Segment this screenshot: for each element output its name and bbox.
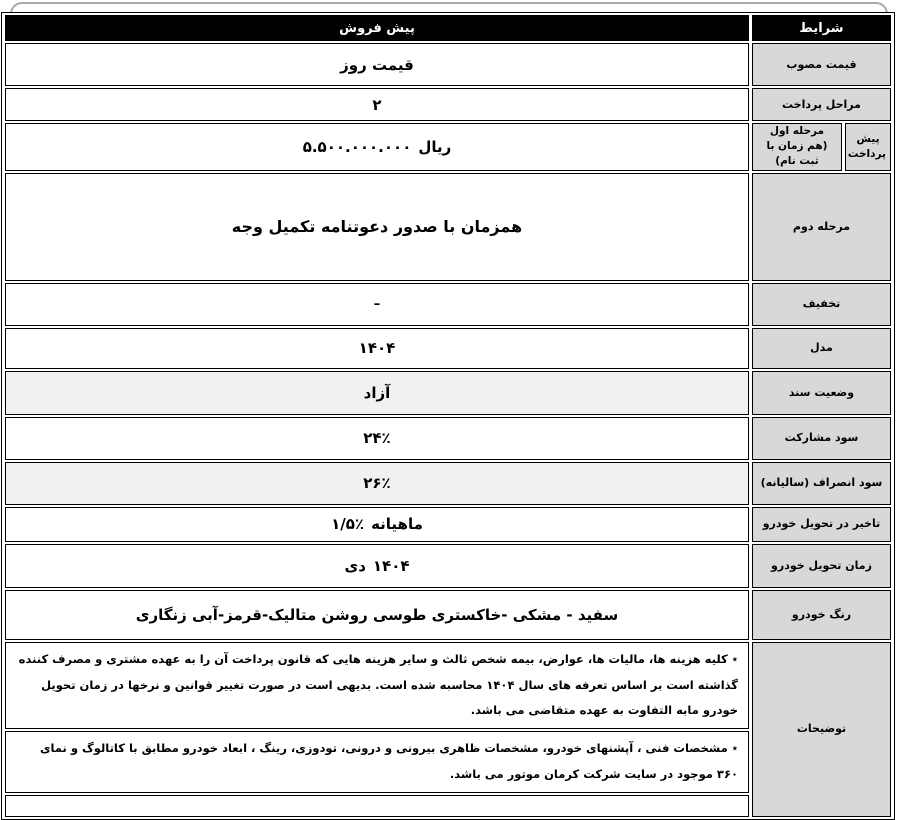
condition-label: وضعیت سند [752,371,891,415]
table-row [5,371,891,415]
table-row [5,123,891,171]
table-row [5,590,891,640]
table-header-row [5,15,891,41]
condition-label: سود انصراف (سالیانه) [752,462,891,505]
notes-extra-cell [5,795,749,817]
condition-value-unit: ماهیانه [371,515,423,534]
conditions-header-cell: شرایط [752,15,891,41]
condition-label: رنگ خودرو [752,590,891,640]
table-row [5,507,891,542]
note-item: ٭ مشخصات فنی ، آپشنهای خودرو، مشخصات ظاهری بیرونی و درونی، تودوزی، رینگ ، ابعاد خودرو مطابق با کاتالوگ و نمای ۳۶۰ موجود در سایت شرکت کرمان موتور می باشد. [5,731,749,793]
notes-row [5,642,891,730]
notes-label: توضیحات [752,642,891,817]
sale-type-header-cell: پیش فروش [5,15,749,41]
condition-value: ۲۶٪ [363,474,391,493]
conditions-table [1,12,895,820]
condition-value: ۲ [372,95,382,114]
first-stage-label: مرحله اول (هم زمان با ثبت نام) [752,123,842,171]
table-row [5,328,891,369]
condition-label: مدل [752,328,891,369]
condition-value: قیمت روز [340,55,414,74]
condition-label: تخفیف [752,283,891,326]
table-row [5,417,891,460]
condition-value: ۱۴۰۴ [358,339,396,358]
condition-value-year: ۱۴۰۴ [372,556,410,575]
table-row [5,462,891,505]
table-row [5,283,891,326]
condition-value-month: دی [344,556,366,575]
condition-value-unit: ریال [418,137,452,156]
condition-value-amount: ۵.۵۰۰.۰۰۰.۰۰۰ [302,137,412,156]
table-row [5,173,891,281]
condition-label: مرحله دوم [752,173,891,281]
condition-value: همزمان با صدور دعوتنامه تکمیل وجه [231,217,523,237]
table-row [5,544,891,588]
condition-label: مراحل پرداخت [752,88,891,121]
condition-value: سفید - مشکی -خاکستری طوسی روشن متالیک-قرمز-آبی زنگاری [135,605,619,624]
condition-value: ۲۴٪ [363,429,391,448]
condition-value: آزاد [363,383,391,402]
condition-value: – [373,296,381,312]
condition-value-amount: ۱/۵٪ [331,515,365,534]
table-row [5,43,891,86]
note-item: ٭ کلیه هزینه ها، مالیات ها، عوارض، بیمه شخص ثالث و سایر هزینه هایی که قانون پرداخت آن را به عهده مشتری و مصرف کننده گذاشته است بر اساس تعرفه های سال ۱۴۰۴ محاسبه شده است. بدیهی است در صورت تغییر قوانین و نرخها در زمان تحویل خودرو مابه التفاوت به عهده متقاضی می باشد. [5,642,749,730]
prepayment-group-label: پیش پرداخت [845,123,891,171]
condition-label: زمان تحویل خودرو [752,544,891,588]
table-row [5,88,891,121]
condition-label: قیمت مصوب [752,43,891,86]
condition-label: تاخیر در تحویل خودرو [752,507,891,542]
condition-label: سود مشارکت [752,417,891,460]
